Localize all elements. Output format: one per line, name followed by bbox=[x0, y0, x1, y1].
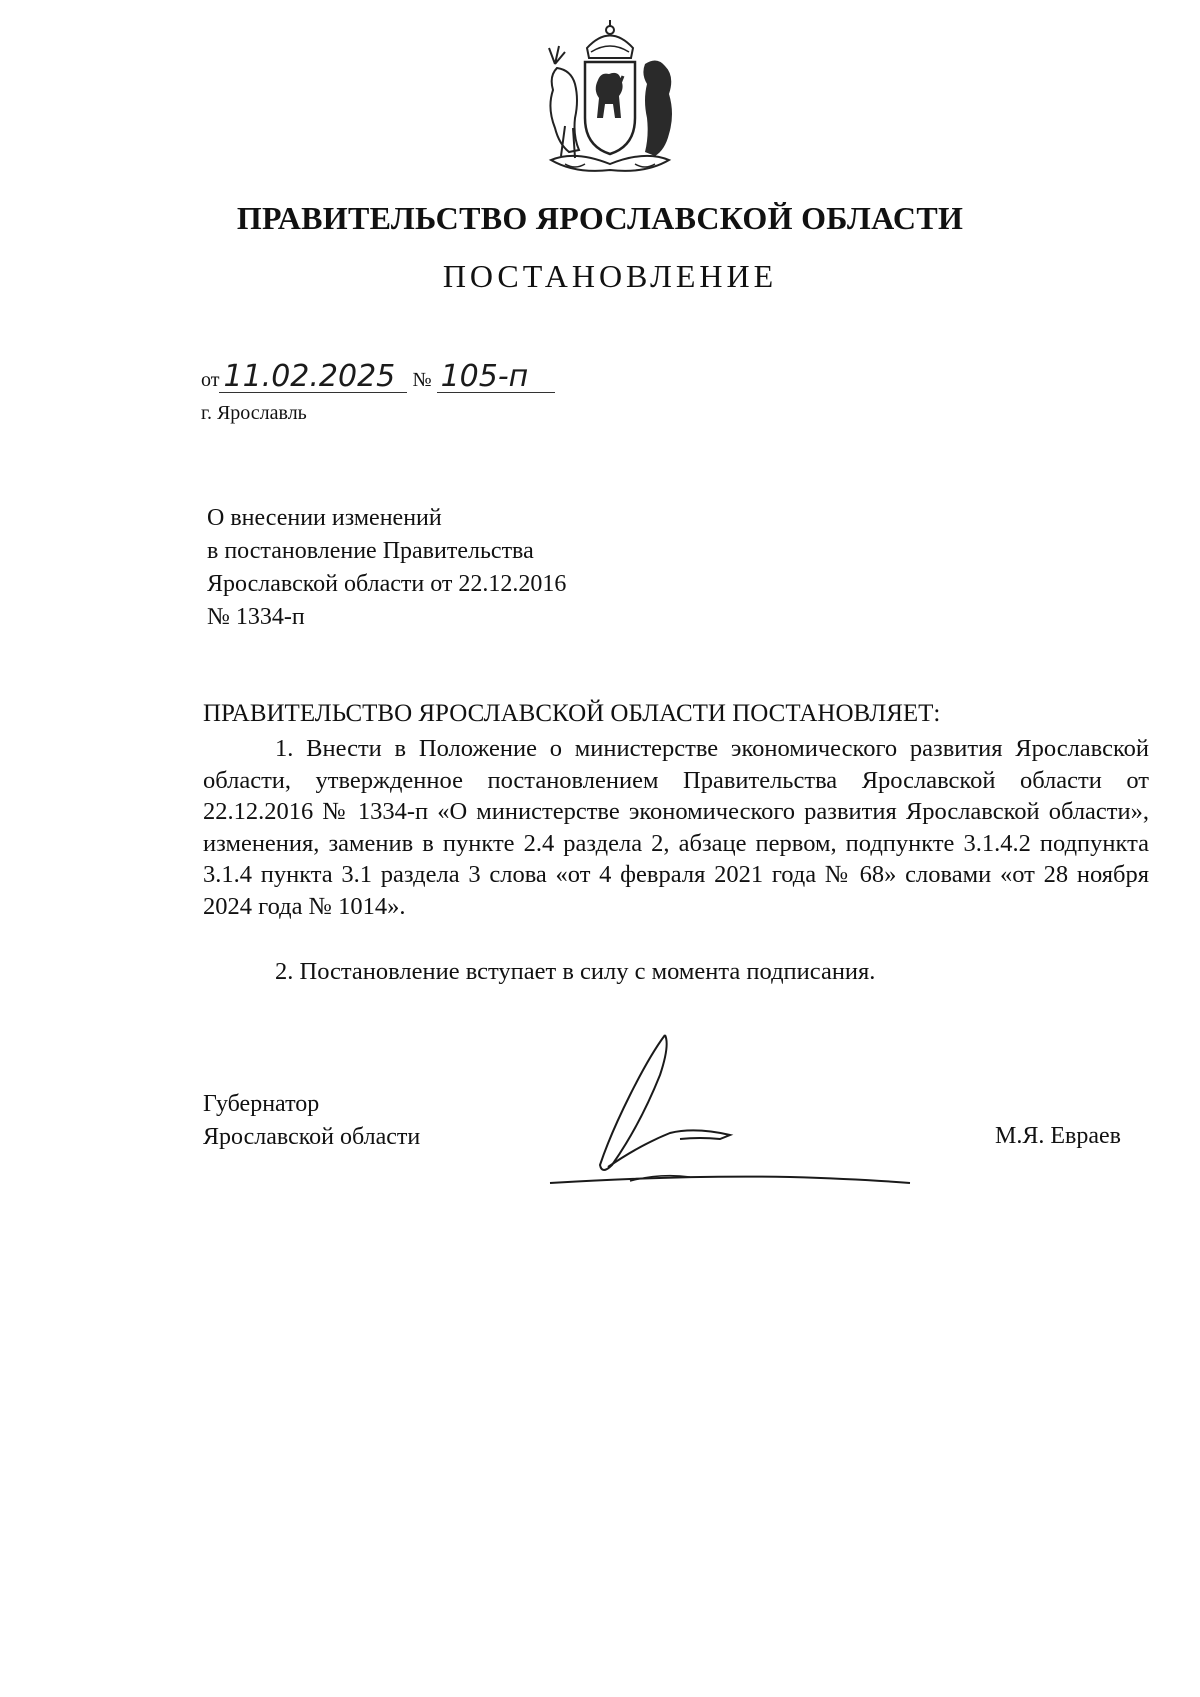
decree-heading: ПРАВИТЕЛЬСТВО ЯРОСЛАВСКОЙ ОБЛАСТИ ПОСТАНОВЛЯЕТ: bbox=[203, 700, 941, 727]
signatory-position-line: Ярославской области bbox=[203, 1124, 421, 1150]
government-title: ПРАВИТЕЛЬСТВО ЯРОСЛАВСКОЙ ОБЛАСТИ bbox=[236, 200, 964, 236]
coat-of-arms-icon bbox=[535, 18, 685, 178]
subject-line: № 1334-п bbox=[207, 604, 305, 630]
document-subject bbox=[207, 502, 566, 634]
document-type-title: ПОСТАНОВЛЕНИЕ bbox=[442, 258, 778, 294]
document-city: г. Ярославль bbox=[201, 402, 307, 424]
document-date: 11.02.2025 bbox=[219, 362, 407, 393]
handwritten-signature-icon bbox=[530, 1015, 930, 1195]
date-prefix: от bbox=[201, 369, 220, 391]
number-prefix: № bbox=[412, 369, 432, 391]
body-paragraph-2: 2. Постановление вступает в силу с момента подписания. bbox=[275, 958, 876, 985]
signatory-position-line: Губернатор bbox=[203, 1091, 320, 1117]
body-paragraph-1: 1. Внести в Положение о министерстве экономического развития Ярославской области, утвержденное постановлением Правительства Ярославской области от 22.12.2016 № 1334-п «О министерстве экономического развития Ярославской области», изменения, заменив в пункте 2.4 раздела 2, абзаце первом, подпункте 3.1.4.2 подпункта 3.1.4 пункта 3.1 раздела 3 слова «от 4 февраля 2021 года № 68» словами «от 28 ноября 2024 года № 1014». bbox=[203, 735, 1149, 920]
subject-line: Ярославской области от 22.12.2016 bbox=[207, 571, 567, 597]
subject-line: в постановление Правительства bbox=[207, 538, 534, 564]
subject-line: О внесении изменений bbox=[207, 505, 442, 531]
date-number-line bbox=[201, 359, 555, 394]
document-number: 105-п bbox=[437, 362, 555, 393]
signatory-position bbox=[203, 1088, 420, 1154]
signatory-name: М.Я. Евраев bbox=[995, 1123, 1121, 1149]
